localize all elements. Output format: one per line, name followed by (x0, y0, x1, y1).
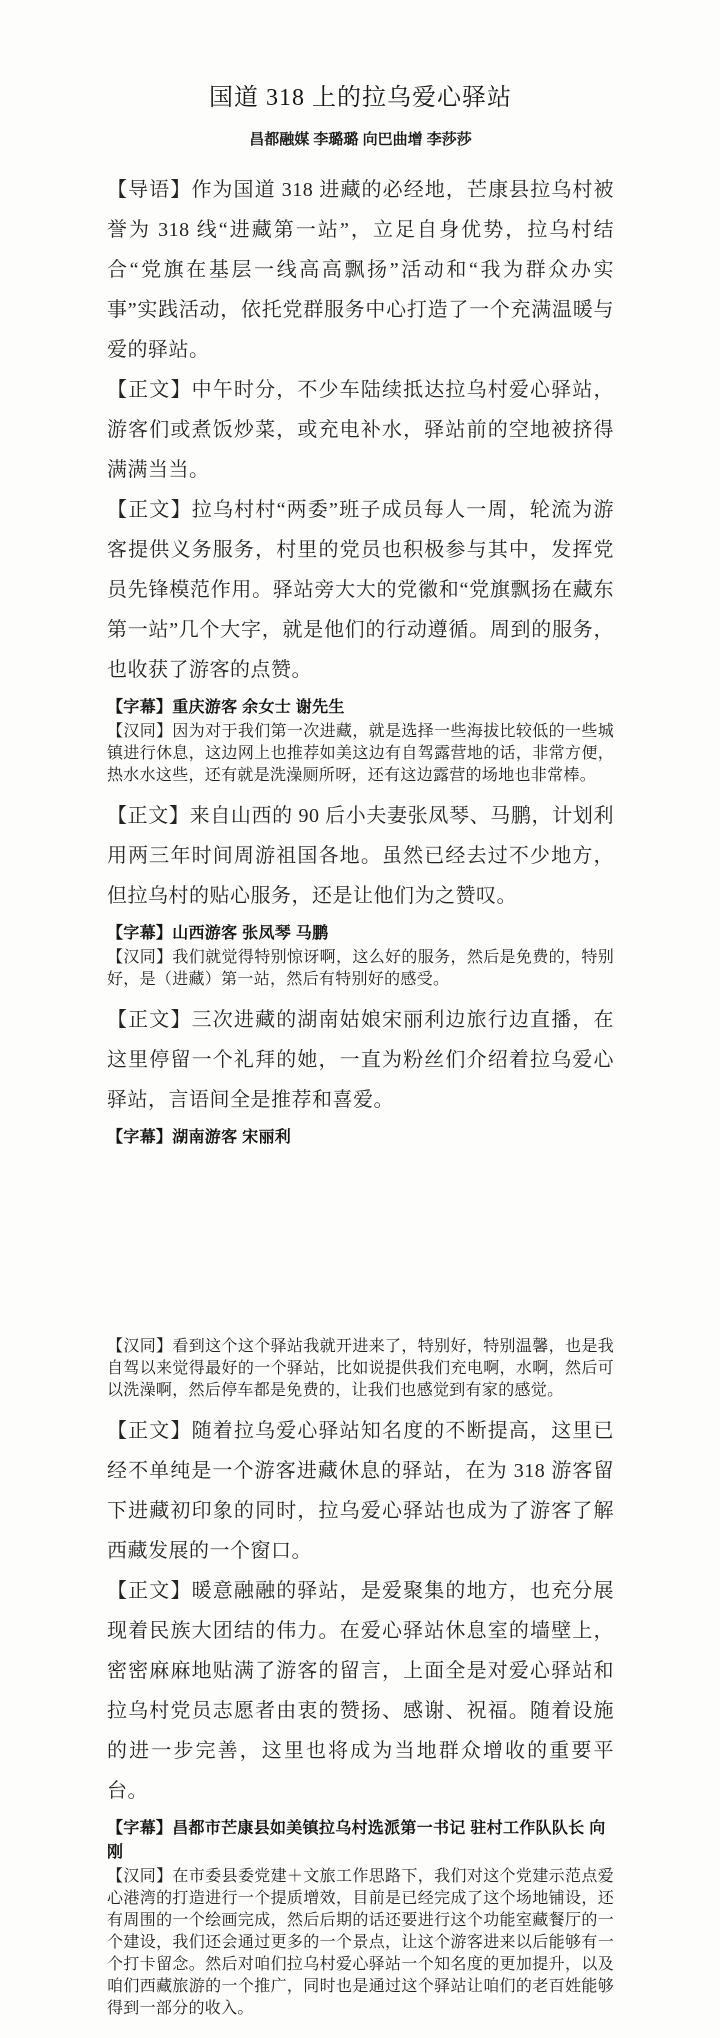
subtitle-caption: 【字幕】湖南游客 宋丽利 (107, 1129, 292, 1146)
interview-quote: 【汉同】我们就觉得特别惊讶啊，这么好的服务，然后是免费的，特别好，是（进藏）第一站，然后有特别好的感受。 (107, 949, 614, 988)
interview-quote: 【汉同】看到这个这个驿站我就开进来了，特别好，特别温馨，也是我自驾以来觉得最好的一个驿站，比如说提供我们充电啊，水啊，然后可以洗澡啊，然后停车都是免费的，让我们也感觉到有家的感觉。 (107, 1338, 614, 1399)
interview-quote: 【汉同】在市委县委党建＋文旅工作思路下，我们对这个党建示范点爱心港湾的打造进行一个提质增效，目前是已经完成了这个场地铺设，还有周围的一个绘画完成，然后后期的话还要进行这个功能室藏餐厅的一个建设，我们还会通过更多的一个景点，让这个游客进来以后能够有一个打卡留念。然后对咱们拉乌村爱心驿站一个知名度的更加提升，以及咱们西藏旅游的一个推广，同时也是通过这个驿站让咱们的老百姓能够得到一部分的收入。 (107, 1868, 614, 2017)
article-body (107, 170, 614, 2020)
body-paragraph: 【正文】拉乌村村“两委”班子成员每人一周，轮流为游客提供义务服务，村里的党员也积极参与其中，发挥党员先锋模范作用。驿站旁大大的党徽和“党旗飘扬在藏东第一站”几个大字，就是他们的行动遵循。周到的服务，也收获了游客的点赞。 (107, 499, 614, 681)
body-paragraph: 【正文】中午时分，不少车陆续抵达拉乌村爱心驿站，游客们或煮饭炒菜，或充电补水，驿站前的空地被挤得满满当当。 (107, 379, 614, 481)
byline: 昌都融媒 李璐璐 向巴曲增 李莎莎 (249, 131, 472, 148)
body-paragraph: 【正文】暖意融融的驿站，是爱聚集的地方，也充分展现着民族大团结的伟力。在爱心驿站休息室的墙壁上，密密麻麻地贴满了游客的留言，上面全是对爱心驿站和拉乌村党员志愿者由衷的赞扬、感谢、祝福。随着设施的进一步完善，这里也将成为当地群众增收的重要平台。 (107, 1580, 614, 1802)
lead-paragraph: 【导语】作为国道 318 进藏的必经地，芒康县拉乌村被誉为 318 线“进藏第一站”，立足自身优势，拉乌村结合“党旗在基层一线高高飘扬”活动和“我为群众办实事”实践活动，依托党群服务中心打造了一个充满温暖与爱的驿站。 (107, 179, 614, 361)
subtitle-caption: 【字幕】山西游客 张凤琴 马鹏 (107, 925, 329, 942)
subtitle-caption: 【字幕】重庆游客 余女士 谢先生 (107, 699, 345, 716)
subtitle-caption: 【字幕】昌都市芒康县如美镇拉乌村选派第一书记 驻村工作队队长 向刚 (107, 1820, 606, 1861)
body-paragraph: 【正文】随着拉乌爱心驿站知名度的不断提高，这里已经不单纯是一个游客进藏休息的驿站，在为 318 游客留下进藏初印象的同时，拉乌爱心驿站也成为了游客了解西藏发展的一个窗口。 (107, 1420, 614, 1562)
interview-quote: 【汉同】因为对于我们第一次进藏，就是选择一些海拔比较低的一些城镇进行休息，这边网上也推荐如美这边有自驾露营地的话，非常方便，热水水这些，还有就是洗澡厕所呀，还有这边露营的场地也非常棒。 (107, 723, 614, 784)
body-paragraph: 【正文】三次进藏的湖南姑娘宋丽利边旅行边直播，在这里停留一个礼拜的她，一直为粉丝们介绍着拉乌爱心驿站，言语间全是推荐和喜爱。 (107, 1009, 614, 1111)
body-paragraph: 【正文】来自山西的 90 后小夫妻张凤琴、马鹏，计划利用两三年时间周游祖国各地。虽然已经去过不少地方，但拉乌村的贴心服务，还是让他们为之赞叹。 (107, 805, 614, 907)
document-title: 国道 318 上的拉乌爱心驿站 (209, 85, 512, 111)
